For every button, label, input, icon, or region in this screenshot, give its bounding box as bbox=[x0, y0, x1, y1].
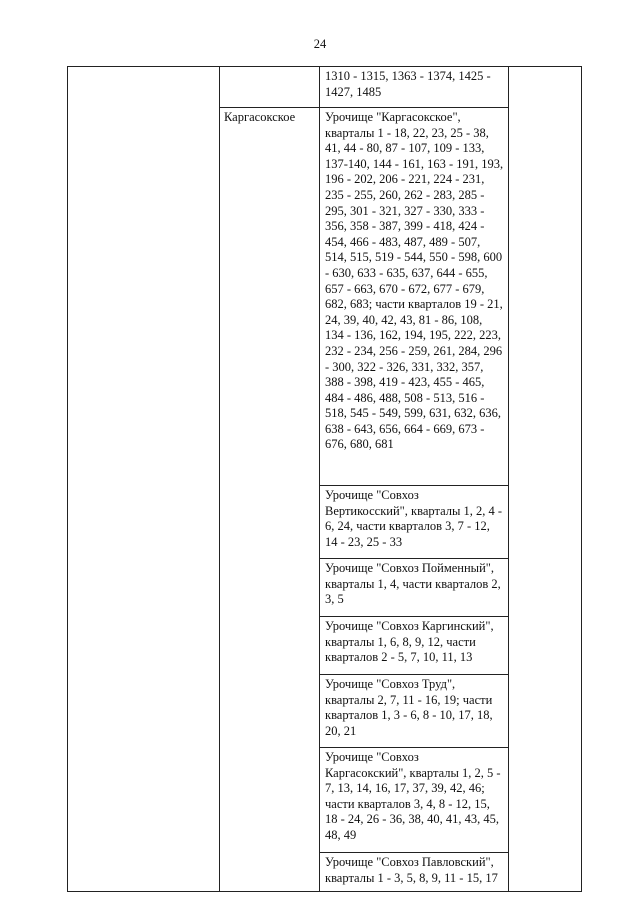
region-cell bbox=[68, 67, 220, 892]
tract-line: Вертикосский", кварталы 1, 2, 4 - bbox=[325, 503, 503, 518]
tract-cell bbox=[320, 853, 509, 892]
tract-line: 638 - 643, 656, 664 - 669, 673 - bbox=[325, 421, 485, 436]
table-row bbox=[68, 67, 582, 108]
tract-line: 235 - 255, 260, 262 - 283, 285 - bbox=[325, 187, 485, 202]
tract-line: Каргасокский", кварталы 1, 2, 5 - bbox=[325, 765, 501, 780]
tract-line: 1310 - 1315, 1363 - 1374, 1425 - bbox=[325, 69, 491, 83]
tract-line: 134 - 136, 162, 194, 195, 222, 223, bbox=[325, 328, 502, 343]
tract-line: Урочище "Совхоз Пойменный", bbox=[325, 561, 495, 575]
tract-line: 48, 49 bbox=[325, 827, 357, 842]
forestry-cell bbox=[220, 108, 320, 892]
tract-line: 232 - 234, 256 - 259, 261, 284, 296 bbox=[325, 343, 503, 358]
tract-line: Урочище "Совхоз Каргинский", bbox=[325, 619, 494, 633]
tract-line: Урочище "Совхоз Павловский", bbox=[325, 855, 494, 869]
tract-line: 7, 13, 14, 16, 17, 37, 39, 42, 46; bbox=[325, 781, 485, 796]
tract-line: кварталы 1 - 18, 22, 23, 25 - 38, bbox=[325, 125, 489, 140]
page-number: 24 bbox=[313, 37, 327, 51]
tract-cell bbox=[320, 617, 509, 675]
tract-line: кварталов 1, 3 - 6, 8 - 10, 17, 18, bbox=[325, 708, 493, 723]
tract-line: кварталы 1 - 3, 5, 8, 9, 11 - 15, 17 bbox=[325, 870, 498, 885]
tract-line: 388 - 398, 419 - 423, 455 - 465, bbox=[325, 375, 485, 390]
tract-cell bbox=[320, 486, 509, 559]
tract-line: 137-140, 144 - 161, 163 - 191, 193, bbox=[325, 156, 504, 171]
tract-cell bbox=[320, 675, 509, 748]
tract-cell bbox=[320, 559, 509, 617]
tract-line: 20, 21 bbox=[325, 723, 357, 738]
forestry-name: Каргасокское bbox=[224, 110, 296, 124]
tract-cell bbox=[320, 748, 509, 853]
tract-cell bbox=[320, 108, 509, 486]
tract-line: 454, 466 - 483, 487, 489 - 507, bbox=[325, 234, 481, 249]
tract-line: 3, 5 bbox=[325, 592, 344, 607]
tract-line: кварталов 2 - 5, 7, 10, 11, 13 bbox=[325, 650, 473, 665]
tract-line: 14 - 23, 25 - 33 bbox=[325, 534, 403, 549]
tract-line: Урочище "Совхоз bbox=[325, 488, 419, 502]
notes-cell bbox=[509, 67, 582, 892]
tract-line: части кварталов 3, 4, 8 - 12, 15, bbox=[325, 796, 490, 811]
document-table bbox=[67, 66, 582, 892]
tract-line: 41, 44 - 80, 87 - 107, 109 - 133, bbox=[325, 141, 485, 156]
tract-line: 682, 683; части кварталов 19 - 21, bbox=[325, 297, 503, 312]
tract-line: 24, 39, 40, 42, 43, 81 - 86, 108, bbox=[325, 312, 483, 327]
tract-line: 18 - 24, 26 - 36, 38, 40, 41, 43, 45, bbox=[325, 812, 499, 827]
tract-line: - 300, 322 - 326, 331, 332, 357, bbox=[325, 359, 484, 374]
tract-line: Урочище "Совхоз Труд", bbox=[325, 677, 456, 691]
tract-line: 484 - 486, 488, 508 - 513, 516 - bbox=[325, 390, 485, 405]
tract-line: 514, 515, 519 - 544, 550 - 598, 600 bbox=[325, 250, 503, 265]
tract-cell bbox=[320, 67, 509, 108]
tract-line: 657 - 663, 670 - 672, 677 - 679, bbox=[325, 281, 485, 296]
forestry-cell bbox=[220, 67, 320, 108]
tract-line: - 630, 633 - 635, 637, 644 - 655, bbox=[325, 265, 488, 280]
tract-line: кварталы 1, 4, части кварталов 2, bbox=[325, 576, 501, 591]
tract-line: 1427, 1485 bbox=[325, 84, 382, 99]
tract-line: 676, 680, 681 bbox=[325, 437, 394, 452]
tract-line: 518, 545 - 549, 599, 631, 632, 636, bbox=[325, 406, 502, 421]
tract-line: 356, 358 - 387, 399 - 418, 424 - bbox=[325, 219, 485, 234]
tract-line: 6, 24, части кварталов 3, 7 - 12, bbox=[325, 519, 490, 534]
tract-line: 295, 301 - 321, 327 - 330, 333 - bbox=[325, 203, 485, 218]
tract-line: кварталы 2, 7, 11 - 16, 19; части bbox=[325, 692, 493, 707]
tract-line: Урочище "Каргасокское", bbox=[325, 110, 461, 124]
tract-line: кварталы 1, 6, 8, 9, 12, части bbox=[325, 634, 476, 649]
tract-line: Урочище "Совхоз bbox=[325, 750, 419, 764]
tract-line: 196 - 202, 206 - 221, 224 - 231, bbox=[325, 172, 485, 187]
